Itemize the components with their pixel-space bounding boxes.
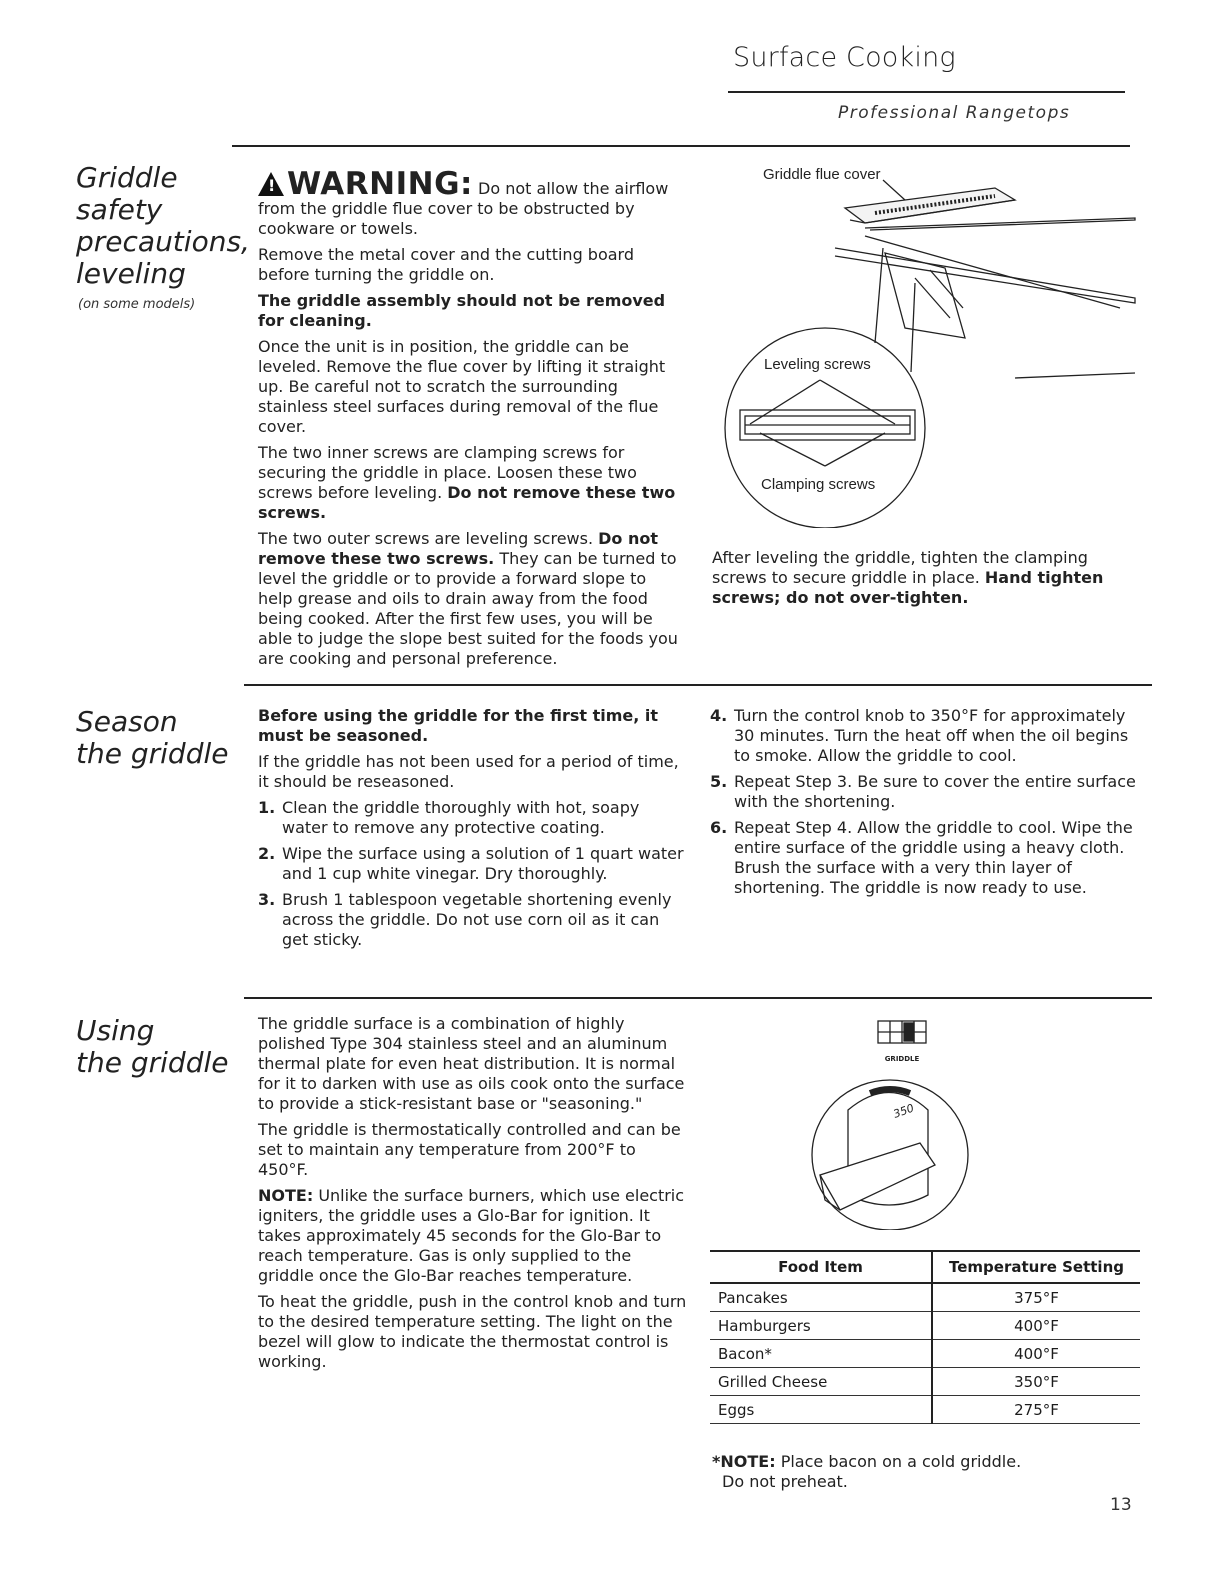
list-item xyxy=(258,798,688,838)
table-cell: Pancakes xyxy=(710,1283,932,1312)
column-header: Food Item xyxy=(710,1251,932,1283)
table-cell: Eggs xyxy=(710,1396,932,1424)
griddle-figure xyxy=(715,158,1145,528)
section-note: (on some models) xyxy=(78,297,196,312)
griddle-diagram-icon xyxy=(715,158,1145,528)
section-title-line: Griddle xyxy=(76,161,178,194)
step-number: 3. xyxy=(258,890,276,909)
table-cell: 375°F xyxy=(932,1283,1140,1312)
steps-list xyxy=(710,706,1140,898)
table-row xyxy=(710,1312,1140,1340)
using-text-column xyxy=(258,1014,688,1378)
paragraph-text: They can be turned to level the griddle or to provide a forward slope to help grease and oils to drain away from the food being cooked. After the first few uses, you will be able to judge the slope best suited for the foods you are cooking and personal preference. xyxy=(258,549,678,668)
section-title-line: leveling xyxy=(76,257,186,290)
paragraph-bold: Do not remove these two screws. xyxy=(258,483,676,522)
paragraph-bold: Before using the griddle for the first time, it must be seasoned. xyxy=(258,706,659,745)
warning-triangle-icon xyxy=(258,172,284,196)
step-text: Wipe the surface using a solution of 1 quart water and 1 cup white vinegar. Dry thoroughly. xyxy=(282,844,684,883)
temperature-table-wrap xyxy=(710,1250,1140,1424)
section-title-line: the griddle xyxy=(76,1046,229,1079)
step-text: Clean the griddle thoroughly with hot, soapy water to remove any protective coating. xyxy=(282,798,640,837)
step-number: 4. xyxy=(710,706,728,725)
section-title-line: safety xyxy=(76,193,163,226)
paragraph-bold: Hand tighten screws; do not over-tighten. xyxy=(712,568,1104,607)
table-row xyxy=(710,1283,1140,1312)
paragraph: To heat the griddle, push in the control knob and turn to the desired temperature setting. The light on the bezel will glow to indicate the thermostat control is working. xyxy=(258,1292,687,1371)
step-text: Repeat Step 3. Be sure to cover the entire surface with the shortening. xyxy=(734,772,1136,811)
figure-label-clamping: Clamping screws xyxy=(761,476,876,493)
table-header-row xyxy=(710,1251,1140,1283)
paragraph xyxy=(258,1186,688,1286)
list-item xyxy=(710,772,1140,812)
step-number: 2. xyxy=(258,844,276,863)
footnote-label: *NOTE: xyxy=(712,1452,776,1471)
paragraph xyxy=(258,443,683,523)
note-label: NOTE: xyxy=(258,1186,314,1205)
step-text: Repeat Step 4. Allow the griddle to cool. Wipe the entire surface of the griddle using a heavy cloth. Brush the surface with a very thin layer of shortening. The griddle is now ready to use. xyxy=(734,818,1133,897)
paragraph xyxy=(258,529,683,669)
list-item xyxy=(710,706,1140,766)
step-number: 6. xyxy=(710,818,728,837)
footnote-text: Place bacon on a cold griddle. xyxy=(780,1452,1022,1471)
step-text: Turn the control knob to 350°F for approximately 30 minutes. Turn the heat off when the oil begins to smoke. Allow the griddle to cool. xyxy=(734,706,1129,765)
list-item xyxy=(258,844,688,884)
table-cell: Grilled Cheese xyxy=(710,1368,932,1396)
note-text: Unlike the surface burners, which use electric igniters, the griddle uses a Glo-Bar for ignition. It takes approximately 45 seconds for the Glo-Bar to reach temperature. Gas is only supplied to the griddle once the Glo-Bar reaches temperature. xyxy=(258,1186,685,1285)
paragraph: Once the unit is in position, the griddle can be leveled. Remove the flue cover by lifting it straight up. Be careful not to scratch the surrounding stainless steel surfaces during removal of the flue cover. xyxy=(258,337,666,436)
footnote xyxy=(712,1452,1132,1492)
paragraph-bold: Do not remove these two screws. xyxy=(258,529,659,568)
knob-figure xyxy=(800,1015,990,1230)
section-title-using xyxy=(76,1015,228,1079)
page-number: 13 xyxy=(1110,1495,1132,1515)
header-rule xyxy=(728,91,1125,93)
warning-label: WARNING: xyxy=(287,166,473,202)
season-left-column xyxy=(258,706,688,956)
column-header: Temperature Setting xyxy=(932,1251,1140,1283)
table-cell: 400°F xyxy=(932,1312,1140,1340)
step-number: 5. xyxy=(710,772,728,791)
paragraph xyxy=(712,548,1122,608)
steps-list xyxy=(258,798,688,950)
paragraph-bold: The griddle assembly should not be removed for cleaning. xyxy=(258,291,666,330)
paragraph-text: The two outer screws are leveling screws. xyxy=(258,529,594,548)
section-title-griddle-safety xyxy=(76,162,250,290)
table-cell: 350°F xyxy=(932,1368,1140,1396)
list-item xyxy=(258,890,688,950)
section-divider xyxy=(244,997,1152,999)
paragraph: Remove the metal cover and the cutting board before turning the griddle on. xyxy=(258,245,635,284)
after-leveling-text xyxy=(712,548,1122,614)
table-cell: 400°F xyxy=(932,1340,1140,1368)
paragraph-text: The two inner screws are clamping screws for securing the griddle in place. Loosen these two screws before leveling. xyxy=(258,443,637,502)
section-title-line: the griddle xyxy=(76,737,229,770)
knob-value: 350 xyxy=(891,1101,916,1121)
list-item xyxy=(710,818,1140,898)
table-row xyxy=(710,1396,1140,1424)
table-row xyxy=(710,1368,1140,1396)
paragraph: If the griddle has not been used for a period of time, it should be reseasoned. xyxy=(258,752,679,791)
section-title-line: Season xyxy=(76,705,178,738)
warning-block xyxy=(258,166,683,239)
table-row xyxy=(710,1340,1140,1368)
season-right-column xyxy=(710,706,1140,904)
header-title: Surface Cooking xyxy=(733,42,956,73)
section-divider xyxy=(244,684,1152,686)
figure-label-flue: Griddle flue cover xyxy=(763,166,881,183)
section-title-line: Using xyxy=(76,1014,155,1047)
warning-text: Do not allow the airflow from the griddle flue cover to be obstructed by cookware or towels. xyxy=(258,179,669,238)
footnote-line xyxy=(712,1452,1132,1472)
table-cell: 275°F xyxy=(932,1396,1140,1424)
section-title-line: precautions, xyxy=(76,225,250,258)
header-subtitle: Professional Rangetops xyxy=(838,103,1071,123)
table-cell: Bacon* xyxy=(710,1340,932,1368)
paragraph: The griddle surface is a combination of highly polished Type 304 stainless steel and an aluminum thermal plate for even heat distribution. It is normal for it to darken with use as oils cook onto the surface to provide a stick-resistant base or "seasoning." xyxy=(258,1014,685,1113)
temperature-table xyxy=(710,1250,1140,1424)
paragraph-text: After leveling the griddle, tighten the clamping screws to secure griddle in place. xyxy=(712,548,1088,587)
griddle-knob-icon xyxy=(800,1015,990,1230)
step-number: 1. xyxy=(258,798,276,817)
table-cell: Hamburgers xyxy=(710,1312,932,1340)
footnote-text-2: Do not preheat. xyxy=(722,1472,848,1491)
safety-text-column xyxy=(258,166,683,675)
main-divider xyxy=(232,145,1130,147)
figure-label-leveling: Leveling screws xyxy=(764,356,871,373)
step-text: Brush 1 tablespoon vegetable shortening evenly across the griddle. Do not use corn oil as it can get sticky. xyxy=(282,890,672,949)
section-title-season xyxy=(76,706,228,770)
paragraph: The griddle is thermostatically controlled and can be set to maintain any temperature from 200°F to 450°F. xyxy=(258,1120,681,1179)
knob-label: GRIDDLE xyxy=(884,1055,920,1063)
